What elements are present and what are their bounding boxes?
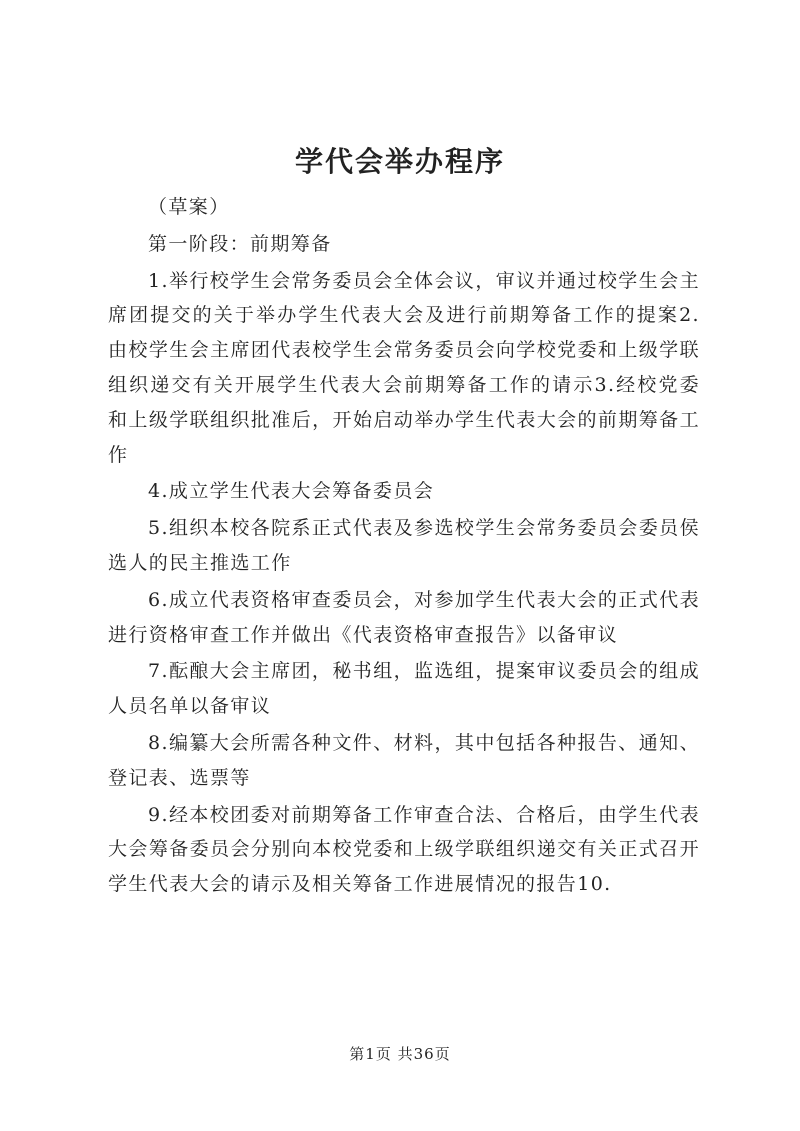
page-footer: 第1页 共36页 xyxy=(349,1045,451,1063)
document-title: 学代会举办程序 xyxy=(294,145,505,178)
paragraph-item-8: 8.编纂大会所需各种文件、材料，其中包括各种报告、通知、登记表、选票等 xyxy=(108,731,700,789)
paragraph-item-4: 4.成立学生代表大会筹备委员会 xyxy=(148,480,435,503)
document-body xyxy=(108,190,700,902)
paragraph-item-9: 9.经本校团委对前期筹备工作审查合法、合格后，由学生代表大会筹备委员会分别向本校党委和上级学联组织递交有关正式召开学生代表大会的请示及相关筹备工作进展情况的报告10. xyxy=(108,803,700,896)
paragraph-item-5: 5.组织本校各院系正式代表及参选校学生会常务委员会委员侯选人的民主推选工作 xyxy=(108,517,700,574)
paragraph-draft-note: （草案） xyxy=(148,196,230,218)
paragraph-item-1-3: 1.举行校学生会常务委员会全体会议，审议并通过校学生会主席团提交的关于举办学生代表大会及进行前期筹备工作的提案2.由校学生会主席团代表校学生会常务委员会向学校党委和上级学联组织递交有关开展学生代表大会前期筹备工作的请示3.经校党委和上级学联组织批准后，开始启动举办学生代表大会的前期筹备工作 xyxy=(108,269,700,466)
paragraph-stage-heading: 第一阶段：前期筹备 xyxy=(148,232,332,255)
paragraph-item-7: 7.酝酿大会主席团，秘书组，监选组，提案审议委员会的组成人员名单以备审议 xyxy=(108,660,700,718)
paragraph-item-6: 6.成立代表资格审查委员会，对参加学生代表大会的正式代表进行资格审查工作并做出《代表资格审查报告》以备审议 xyxy=(108,588,700,646)
